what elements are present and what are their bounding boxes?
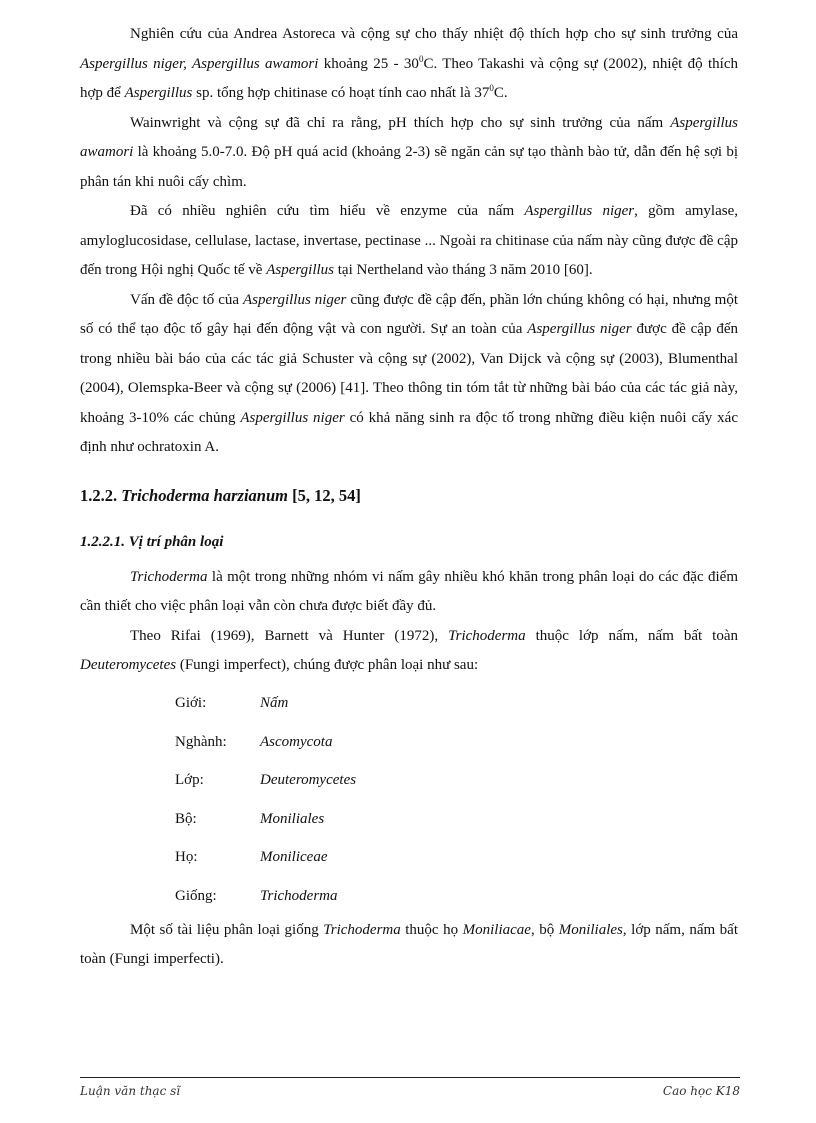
- genus-name: Trichoderma: [448, 627, 526, 644]
- document-page: [80, 20, 738, 975]
- text-run: được đề cập đến trong nhiều bài báo của các tác giả Schuster và cộng sự (2002), Van Dijck và cộng sự (2003), Blumenthal (2004), Olemspka-Beer và cộng sự (2006) [41]. Theo thông tin tóm tắt từ những bài báo của các tác giả này, khoảng 3-10% các chủng: [80, 321, 738, 426]
- paragraph-toxins: [80, 286, 738, 463]
- page-footer: [80, 1077, 740, 1098]
- paragraph-classification-source: [80, 622, 738, 681]
- paragraph-enzymes: [80, 197, 738, 286]
- taxonomy-row: [175, 685, 738, 724]
- taxonomy-row: [175, 800, 738, 839]
- text-run: Wainwright và cộng sự đã chỉ ra rằng, pH thích hợp cho sự sinh trưởng của nấm: [130, 114, 671, 131]
- taxonomy-name: Moniliales: [260, 810, 325, 827]
- taxonomy-rank: Nghành:: [175, 733, 227, 750]
- text-run: , gồm amylase, amyloglucosidase, cellulase, lactase, invertase, pectinase ... Ngoài ra chitinase của nấm này cũng được đề cập đến trong Hội nghị Quốc tế về: [80, 203, 738, 278]
- taxonomy-rank: Lớp:: [175, 772, 204, 789]
- species-name: Aspergillus niger: [527, 321, 632, 337]
- paragraph-classification-difficulty: [80, 563, 738, 622]
- species-name: Aspergillus awamori: [80, 114, 738, 160]
- taxonomy-row: [175, 839, 738, 878]
- taxonomy-name: Ascomycota: [260, 733, 333, 750]
- taxonomy-name: Deuteromycetes: [260, 772, 357, 789]
- taxonomy-list: [175, 685, 738, 916]
- genus-name: Aspergillus: [266, 262, 334, 278]
- text-run: có khả năng sinh ra độc tố trong những điều kiện nuôi cấy xác định như ochratoxin A.: [80, 409, 738, 455]
- taxonomy-name: Nấm: [260, 695, 289, 712]
- taxonomy-rank: Giống:: [175, 887, 217, 904]
- genus-name: Trichoderma: [130, 568, 208, 585]
- taxonomy-row: [175, 877, 738, 916]
- section-references: [5, 12, 54]: [287, 485, 361, 505]
- section-number: 1.2.2.: [80, 485, 122, 505]
- taxonomy-rank: Họ:: [175, 849, 198, 866]
- text-run: C. Theo Takashi và cộng sự (2002), nhiệt độ thích hợp để: [80, 55, 738, 101]
- footer-right-label: Cao học K18: [662, 1084, 740, 1098]
- taxonomy-name: Trichoderma: [260, 887, 338, 904]
- text-run: thuộc họ: [400, 921, 463, 938]
- species-name: Aspergillus niger: [243, 291, 347, 308]
- text-run: Một số tài liệu phân loại giống: [130, 921, 324, 938]
- order-name: Moniliales: [558, 921, 623, 938]
- text-run: , lớp nấm, nấm bất toàn (Fungi imperfecti).: [80, 921, 739, 967]
- text-run: Theo Rifai (1969), Barnett và Hunter (1972),: [130, 627, 449, 644]
- paragraph-ph: [80, 109, 738, 198]
- taxonomy-row: [175, 723, 738, 762]
- degree-superscript: 0: [489, 83, 494, 93]
- taxonomy-rank: Giới:: [175, 695, 207, 712]
- genus-name: Trichoderma: [323, 921, 401, 938]
- species-name: Aspergillus niger, Aspergillus awamori: [80, 55, 319, 72]
- footer-left-label: Luận văn thạc sĩ: [80, 1084, 181, 1098]
- taxonomy-rank: Bộ:: [175, 810, 197, 827]
- species-name: Aspergillus niger: [240, 409, 345, 426]
- paragraph-other-classification: [80, 916, 738, 975]
- text-run: thuộc lớp nấm, nấm bất toàn: [525, 627, 738, 644]
- text-run: là một trong những nhóm vi nấm gây nhiều khó khăn trong phân loại do các đặc điểm cần thiết cho việc phân loại vẫn còn chưa được biết đầy đủ.: [80, 568, 738, 614]
- text-run: cũng được đề cập đến, phần lớn chúng không có hại, nhưng một số có thể tạo độc tố gây hại đến động vật và con người. Sự an toàn của: [80, 291, 738, 337]
- text-run: Đã có nhiều nghiên cứu tìm hiểu về enzyme của nấm: [130, 203, 525, 219]
- species-name: Aspergillus niger: [524, 203, 635, 219]
- class-name: Deuteromycetes: [80, 657, 177, 673]
- text-run: tại Nertheland vào tháng 3 năm 2010 [60].: [334, 262, 593, 278]
- degree-superscript: 0: [418, 53, 424, 64]
- text-run: là khoảng 5.0-7.0. Độ pH quá acid (khoảng 2-3) sẽ ngăn cản sự tạo thành bào tử, dẫn đến hệ sợi bị phân tán khi nuôi cấy chìm.: [80, 144, 738, 190]
- section-heading: [80, 481, 738, 511]
- taxonomy-name: Moniliceae: [260, 849, 328, 866]
- text-run: Nghiên cứu của Andrea Astoreca và cộng sự cho thấy nhiệt độ thích hợp cho sự sinh trưởng của: [130, 26, 738, 42]
- subsection-heading: 1.2.2.1. Vị trí phân loại: [80, 533, 224, 550]
- family-name: Moniliacae: [462, 921, 531, 938]
- paragraph-temperature: [80, 20, 738, 109]
- text-run: , bộ: [530, 921, 559, 938]
- text-run: Vấn đề độc tố của: [130, 291, 243, 308]
- section-species-name: Trichoderma harzianum: [121, 485, 288, 505]
- text-run: khoảng 25 - 30: [318, 55, 419, 72]
- text-run: (Fungi imperfect), chúng được phân loại như sau:: [176, 657, 479, 673]
- text-run: C.: [493, 85, 508, 101]
- taxonomy-row: [175, 762, 738, 801]
- genus-name: Aspergillus: [124, 85, 193, 101]
- text-run: sp. tổng hợp chitinase có hoạt tính cao nhất là 37: [192, 85, 490, 101]
